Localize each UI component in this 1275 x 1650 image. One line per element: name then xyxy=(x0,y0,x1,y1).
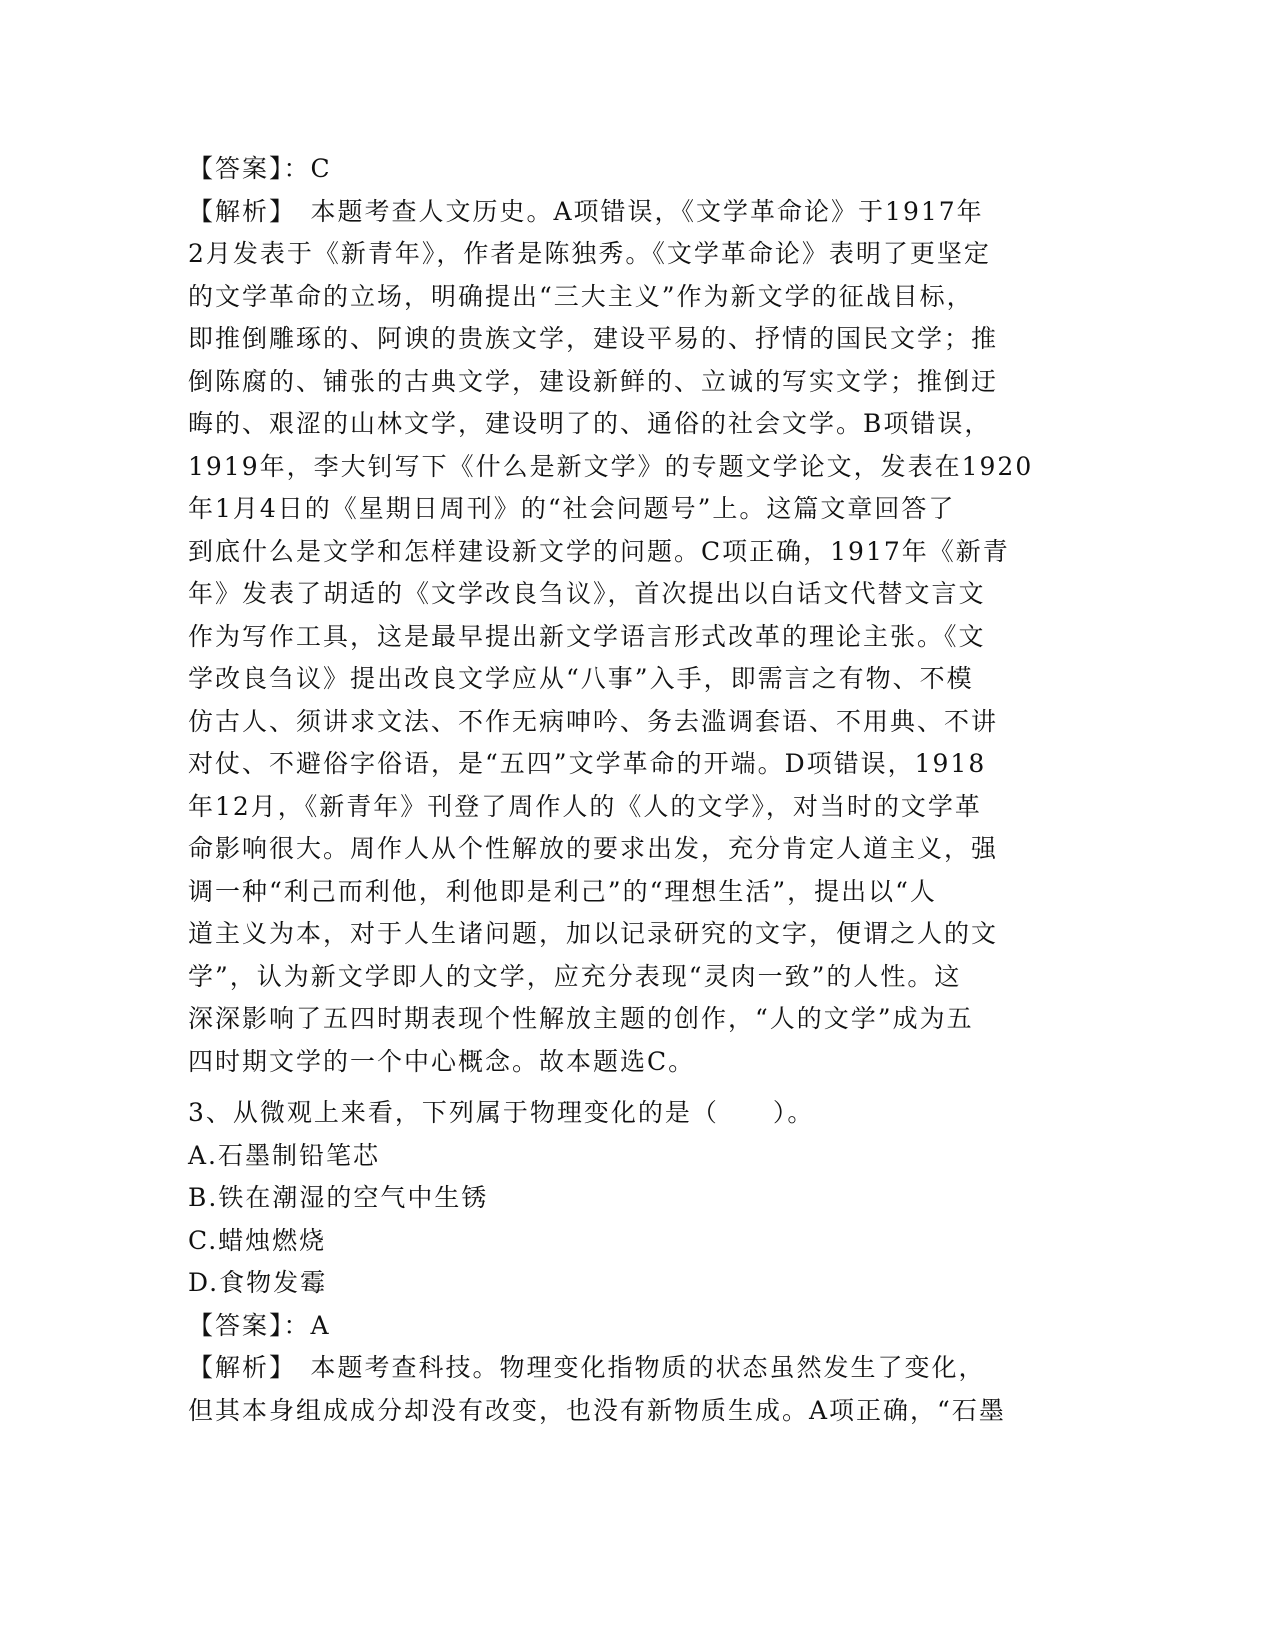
analysis-line: 命影响很大。周作人从个性解放的要求出发，充分肯定人道主义，强 xyxy=(188,834,999,863)
analysis-line: 2月发表于《新青年》，作者是陈独秀。《文学革命论》表明了更坚定 xyxy=(188,239,991,268)
answer-line: 【答案】：A xyxy=(188,1310,331,1340)
analysis-line: 晦的、艰涩的山林文学，建设明了的、通俗的社会文学。B项错误， xyxy=(188,409,992,438)
analysis-line: 四时期文学的一个中心概念。故本题选C。 xyxy=(188,1046,696,1076)
analysis-line: 年1月4日的《星期日周刊》的“社会问题号”上。这篇文章回答了 xyxy=(188,494,956,523)
analysis-line: 仿古人、须讲求文法、不作无病呻吟、务去滥调套语、不用典、不讲 xyxy=(188,706,999,736)
answer-line: 【答案】：C xyxy=(188,154,332,183)
option-a: A.石墨制铅笔芯 xyxy=(188,1140,381,1170)
question-stem: 3、从微观上来看，下列属于物理变化的是（ ）。 xyxy=(188,1098,815,1127)
analysis-line: 深深影响了五四时期表现个性解放主题的创作，“人的文学”成为五 xyxy=(188,1004,974,1033)
analysis-line: 年12月，《新青年》刊登了周作人的《人的文学》，对当时的文学革 xyxy=(188,791,982,821)
page-content xyxy=(188,148,1088,1432)
analysis-line: 但其本身组成成分却没有改变，也没有新物质生成。A项正确，“石墨 xyxy=(188,1395,1006,1425)
analysis-line: 倒陈腐的、铺张的古典文学，建设新鲜的、立诚的写实文学；推倒迂 xyxy=(188,366,999,396)
analysis-line: 对仗、不避俗字俗语，是“五四”文学革命的开端。D项错误，1918 xyxy=(188,749,987,778)
analysis-line: 1919年，李大钊写下《什么是新文学》的专题文学论文，发表在1920 xyxy=(188,451,1034,481)
analysis-line: 【解析】 本题考查人文历史。A项错误，《文学革命论》于1917年 xyxy=(188,196,984,226)
option-c: C.蜡烛燃烧 xyxy=(188,1225,327,1255)
analysis-paragraph xyxy=(188,191,1088,1084)
analysis-line: 作为写作工具，这是最早提出新文学语言形式改革的理论主张。《文 xyxy=(188,621,986,651)
analysis-paragraph xyxy=(188,1347,1088,1432)
analysis-line: 学改良刍议》提出改良文学应从“八事”入手，即需言之有物、不模 xyxy=(188,664,974,693)
option-list xyxy=(188,1135,1088,1305)
option-b: B.铁在潮湿的空气中生锈 xyxy=(188,1183,489,1212)
analysis-line: 【解析】 本题考查科技。物理变化指物质的状态虽然发生了变化， xyxy=(188,1353,986,1382)
analysis-line: 到底什么是文学和怎样建设新文学的问题。C项正确，1917年《新青 xyxy=(188,536,1010,566)
analysis-line: 学”，认为新文学即人的文学，应充分表现“灵肉一致”的人性。这 xyxy=(188,961,962,991)
section-spacer xyxy=(188,1083,1088,1092)
analysis-line: 道主义为本，对于人生诸问题，加以记录研究的文字，便谓之人的文 xyxy=(188,919,999,948)
analysis-line: 调一种“利己而利他，利他即是利己”的“理想生活”，提出以“人 xyxy=(188,876,937,906)
analysis-line: 年》发表了胡适的《文学改良刍议》，首次提出以白话文代替文言文 xyxy=(188,579,986,608)
analysis-line: 即推倒雕琢的、阿谀的贵族文学，建设平易的、抒情的国民文学；推 xyxy=(188,324,999,353)
option-d: D.食物发霉 xyxy=(188,1268,328,1297)
analysis-line: 的文学革命的立场，明确提出“三大主义”作为新文学的征战目标， xyxy=(188,281,974,311)
